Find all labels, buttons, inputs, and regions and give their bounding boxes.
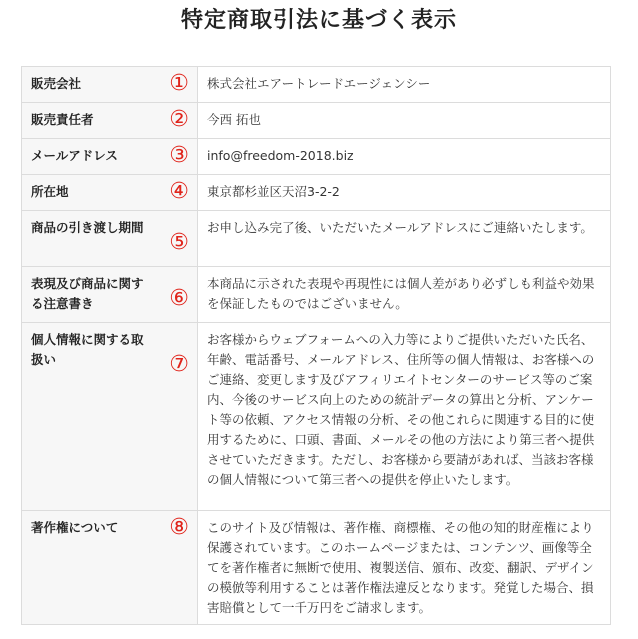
- value-cell: このサイト及び情報は、著作権、商標権、その他の知的財産権により保護されています。このホームページまたは、コンテンツ、画像等全てを著作権者に無断で使用、複製送信、頒布、改変、翻訳、デザインの模倣等利用することは著作権法違反となります。発覚した場合、損害賠償として一千万円をご請求します。: [198, 511, 611, 625]
- row-label: 所在地: [31, 184, 69, 199]
- row-label: 表現及び商品に関する注意書き: [31, 276, 144, 311]
- label-cell: [22, 211, 198, 267]
- label-cell: [22, 139, 198, 175]
- table-row-disclaimer: [22, 267, 611, 323]
- row-label: 販売責任者: [31, 112, 94, 127]
- table-row-copyright: [22, 511, 611, 625]
- circled-number: ⑥: [169, 286, 189, 311]
- value-cell: 今西 拓也: [198, 103, 611, 139]
- table-row-manager: [22, 103, 611, 139]
- row-label: メールアドレス: [31, 148, 118, 163]
- table-row-address: [22, 175, 611, 211]
- circled-number: ⑦: [169, 352, 189, 377]
- value-cell: お申し込み完了後、いただいたメールアドレスにご連絡いたします。: [198, 211, 611, 267]
- row-label: 販売会社: [31, 76, 82, 91]
- commerce-law-table: [21, 66, 611, 625]
- value-cell: 東京都杉並区天沼3-2-2: [198, 175, 611, 211]
- label-cell: [22, 103, 198, 139]
- circled-number: ⑤: [169, 230, 189, 255]
- label-cell: [22, 267, 198, 323]
- circled-number: ①: [169, 71, 189, 96]
- row-label: 商品の引き渡し期間: [31, 220, 144, 235]
- row-label: 個人情報に関する取扱い: [31, 332, 144, 367]
- circled-number: ②: [169, 107, 189, 132]
- label-cell: [22, 175, 198, 211]
- table-row-seller: [22, 67, 611, 103]
- email-value: info@freedom-2018.biz: [198, 139, 611, 175]
- row-label: 著作権について: [31, 520, 119, 535]
- page-title: 特定商取引法に基づく表示: [180, 8, 457, 33]
- table-row-delivery: [22, 211, 611, 267]
- table-row-privacy: [22, 323, 611, 511]
- label-cell: [22, 67, 198, 103]
- value-cell: 株式会社エアートレードエージェンシー: [198, 67, 611, 103]
- value-cell: 本商品に示された表現や再現性には個人差があり必ずしも利益や効果を保証したものではございません。: [198, 267, 611, 323]
- table-row-email: [22, 139, 611, 175]
- label-cell: [22, 323, 198, 511]
- label-cell: [22, 511, 198, 625]
- circled-number: ⑧: [169, 515, 189, 540]
- circled-number: ③: [169, 143, 189, 168]
- value-cell: お客様からウェブフォームへの入力等によりご提供いただいた氏名、年齢、電話番号、メールアドレス、住所等の個人情報は、お客様へのご連絡、変更します及びアフィリエイトセンターのサービス等のご案内、今後のサービス向上のための統計データの算出と分析、アンケート等の依頼、アクセス情報の分析、その他これらに関連する目的に使用するために、口頭、書面、メールその他の方法により第三者へ提供させていただきます。ただし、お客様から要請があれば、当該お客様の個人情報について第三者への提供を停止いたします。: [198, 323, 611, 511]
- circled-number: ④: [169, 179, 189, 204]
